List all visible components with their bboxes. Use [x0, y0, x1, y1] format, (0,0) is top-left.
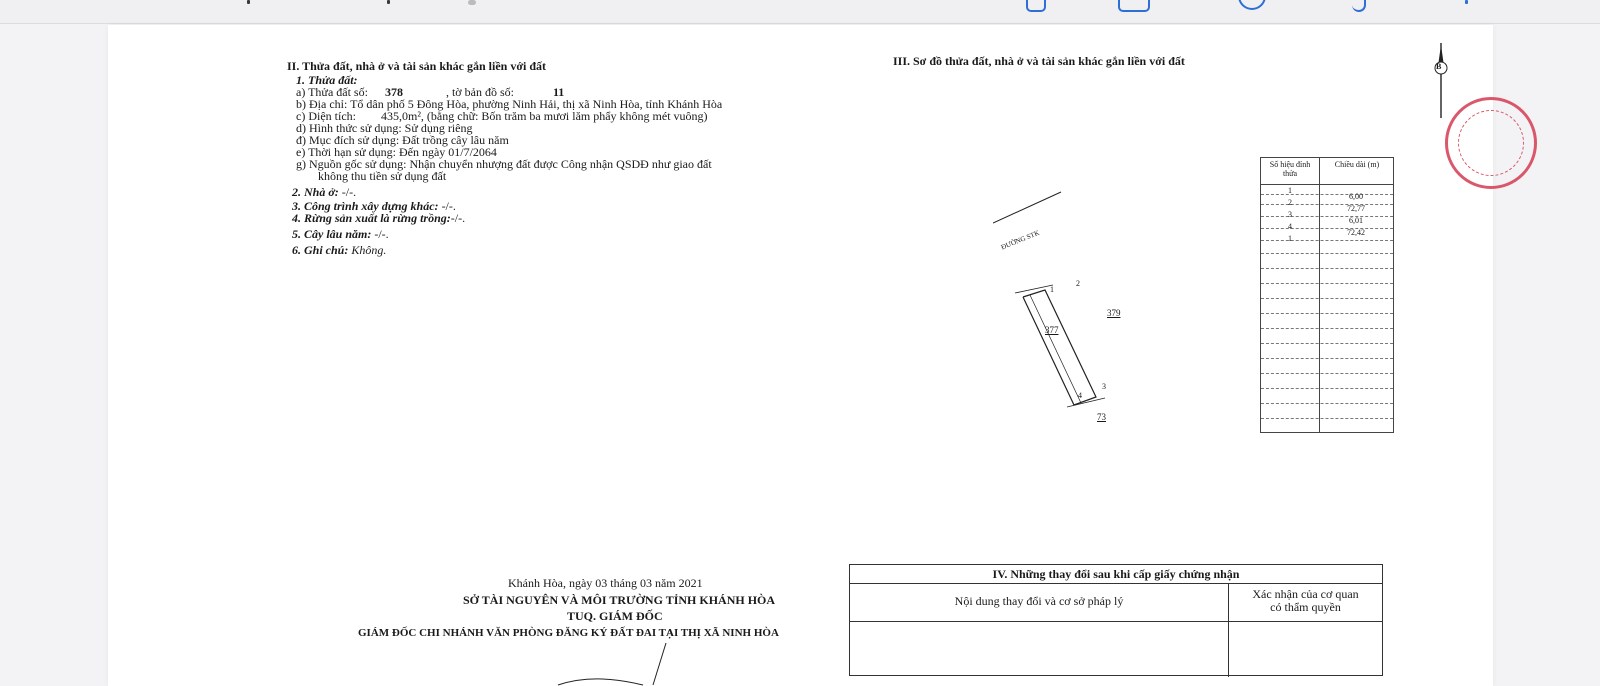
table-row: 1	[1288, 234, 1292, 243]
item-forest-value: -/-.	[450, 211, 466, 225]
plot-sketch	[993, 185, 1253, 425]
usage-term-line: e) Thời hạn sử dụng: Đến ngày 01/7/2064	[296, 145, 497, 159]
header-point: Số hiệu đỉnh thửa	[1269, 160, 1311, 178]
section3-title: III. Sơ đồ thửa đất, nhà ở và tài sản khác gắn liền với đất	[893, 54, 1185, 68]
item-note	[292, 244, 386, 256]
map-label: , tờ bản đồ số:	[445, 85, 514, 99]
changes-table	[849, 564, 1383, 676]
neighbor-377: 377	[1045, 325, 1059, 335]
address-line: b) Địa chỉ: Tổ dân phố 5 Đông Hòa, phường Ninh Hải, thị xã Ninh Hòa, tỉnh Khánh Hòa	[296, 97, 723, 111]
item-perennial-value: -/-.	[371, 227, 389, 241]
toolbar-dot	[247, 0, 250, 4]
road-label: ĐƯỜNG STK	[1000, 228, 1041, 252]
usage-form-line: d) Hình thức sử dụng: Sử dụng riêng	[296, 121, 473, 135]
table-row: 3	[1288, 210, 1292, 219]
window-icon[interactable]	[1118, 0, 1150, 12]
land-heading: 1. Thửa đất:	[296, 73, 358, 87]
item-forest	[292, 212, 465, 224]
signature-scribble	[548, 639, 688, 686]
neighbor-73: 73	[1097, 412, 1106, 422]
search-icon[interactable]	[1352, 0, 1366, 12]
viewer-toolbar	[0, 0, 1600, 24]
north-mark: B	[1436, 62, 1442, 71]
area-label: c) Diện tích:	[296, 109, 356, 123]
document-icon[interactable]	[1026, 0, 1046, 12]
signature-org: SỞ TÀI NGUYÊN VÀ MÔI TRƯỜNG TỈNH KHÁNH HÒA	[463, 593, 776, 607]
corner-label-2: 2	[1076, 279, 1080, 288]
origin-line: g) Nguồn gốc sử dụng: Nhận chuyển nhượng đất được Công nhận QSDĐ như giao đất	[296, 157, 712, 171]
item-construction-label: 3. Công trình xây dựng khác:	[292, 199, 439, 213]
parcel-label: a) Thửa đất số:	[296, 85, 368, 99]
item-construction-value: -/-.	[438, 199, 456, 213]
table-row: 6,01	[1349, 216, 1363, 225]
item-house-value: -/-.	[338, 185, 357, 199]
changes-col-content: Nội dung thay đổi và cơ sở pháp lý	[954, 594, 1124, 608]
official-seal	[1445, 97, 1537, 189]
signature-date: Khánh Hòa, ngày 03 tháng 03 năm 2021	[508, 576, 703, 590]
table-row: 72,77	[1347, 204, 1365, 213]
usage-purpose-line: đ) Mục đích sử dụng: Đất trồng cây lâu năm	[296, 133, 509, 147]
item-perennial	[292, 228, 389, 240]
item-forest-label: 4. Rừng sản xuất là rừng trồng:	[292, 211, 451, 225]
table-row: 2	[1288, 198, 1292, 207]
corner-label-4: 4	[1078, 391, 1082, 400]
area-value: 435,0m², (bằng chữ: Bốn trăm ba mươi lăm phẩy không mét vuông)	[380, 109, 708, 123]
item-note-label: 6. Ghi chú:	[292, 243, 349, 257]
origin-line-2: không thu tiền sử dụng đất	[318, 169, 447, 183]
neighbor-379: 379	[1107, 308, 1121, 318]
parcel-number: 378	[384, 85, 403, 99]
more-icon[interactable]	[1465, 0, 1468, 4]
item-perennial-label: 5. Cây lâu năm:	[292, 227, 372, 241]
map-number: 11	[552, 85, 565, 99]
changes-col-confirm-1: Xác nhận của cơ quan	[1252, 587, 1359, 601]
table-row: 1	[1288, 186, 1292, 195]
changes-col-confirm-2: có thẩm quyền	[1270, 600, 1341, 614]
table-row: 4	[1288, 222, 1292, 231]
toolbar-dot	[468, 0, 476, 5]
boundary-table	[1260, 157, 1394, 433]
section4-title: IV. Những thay đổi sau khi cấp giấy chứng nhận	[992, 567, 1240, 581]
corner-label-1: 1	[1050, 285, 1054, 294]
signature-director: GIÁM ĐỐC CHI NHÁNH VĂN PHÒNG ĐĂNG KÝ ĐẤT ĐAI TẠI THỊ XÃ NINH HÒA	[358, 627, 779, 639]
toolbar-dot	[387, 0, 390, 4]
section2-title: II. Thửa đất, nhà ở và tài sản khác gắn liền với đất	[287, 59, 547, 73]
info-icon[interactable]	[1238, 0, 1266, 10]
item-house-label: 2. Nhà ở:	[292, 185, 339, 199]
table-row: 6,00	[1349, 192, 1363, 201]
table-row: 72,42	[1347, 228, 1365, 237]
header-length: Chiều dài (m)	[1334, 160, 1380, 169]
north-arrow-icon	[1428, 43, 1458, 118]
signature-tuq: TUQ. GIÁM ĐỐC	[567, 609, 663, 623]
item-house	[292, 186, 356, 198]
corner-label-3: 3	[1102, 382, 1106, 391]
certificate-page	[108, 25, 1493, 686]
item-note-value: Không.	[351, 243, 387, 257]
